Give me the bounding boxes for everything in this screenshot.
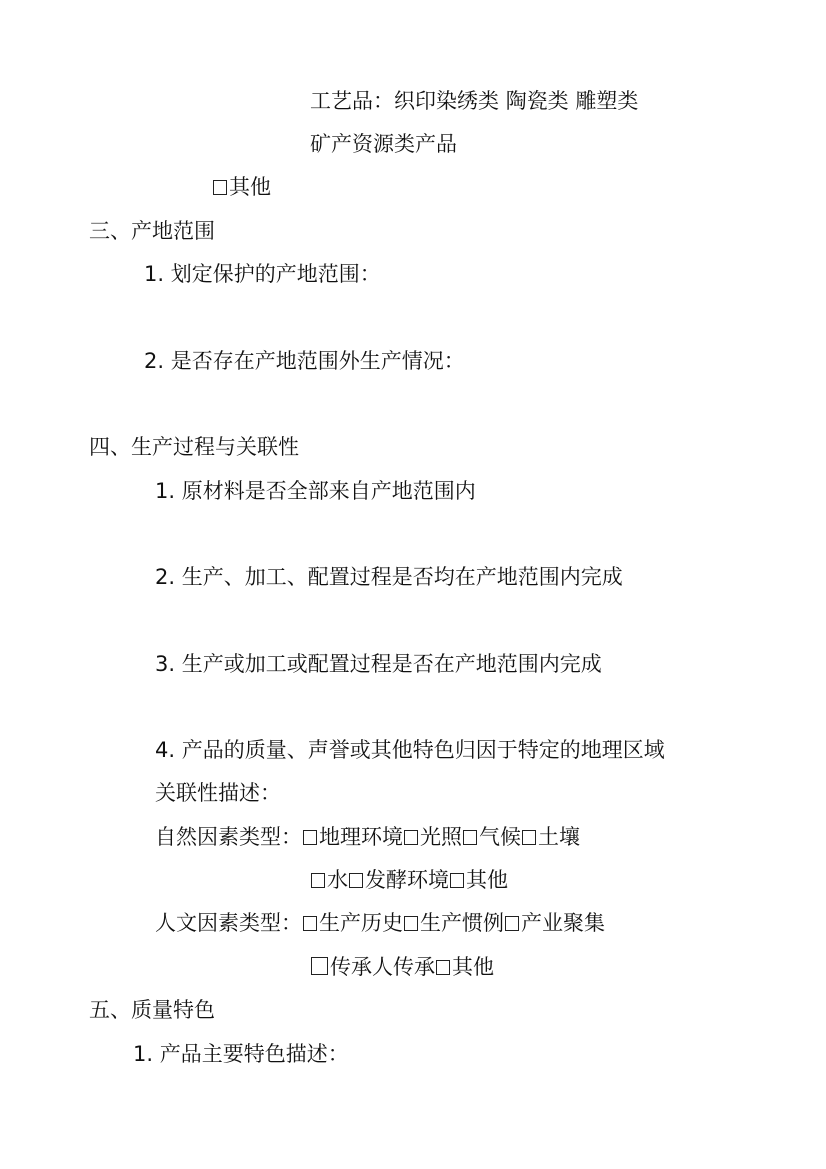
other-category-label: 其他 (229, 175, 271, 199)
option-industry-cluster: 产业聚集 (521, 911, 605, 935)
crafts-line (310, 87, 638, 115)
checkbox-fermentation[interactable] (349, 873, 363, 888)
section3-heading: 三、产地范围 (89, 219, 215, 243)
section3-q1: 1. 划定保护的产地范围： (144, 262, 381, 286)
section4-q3: 3. 生产或加工或配置过程是否在产地范围内完成 (155, 652, 602, 676)
natural-factors-label: 自然因素类型： (155, 825, 302, 849)
natural-factors-row1 (155, 823, 580, 851)
checkbox-production-practice[interactable] (404, 916, 418, 931)
mineral-products-line: 矿产资源类产品 (310, 132, 457, 156)
option-geography: 地理环境 (319, 825, 403, 849)
option-sunlight: 光照 (420, 825, 462, 849)
checkbox-water[interactable] (311, 873, 325, 888)
option-climate: 气候 (479, 825, 521, 849)
option-production-practice: 生产惯例 (420, 911, 504, 935)
section4-heading: 四、生产过程与关联性 (89, 435, 299, 459)
human-factors-label: 人文因素类型： (155, 911, 302, 935)
relevance-label: 关联性描述： (155, 781, 281, 805)
checkbox-inheritor[interactable] (311, 957, 328, 975)
checkbox-climate[interactable] (463, 830, 477, 845)
checkbox-sunlight[interactable] (404, 830, 418, 845)
crafts-item-ceramics: 陶瓷类 (505, 89, 569, 113)
option-water: 水 (327, 868, 348, 892)
human-factors-row1 (155, 909, 605, 937)
section5-q1: 1. 产品主要特色描述： (133, 1042, 349, 1066)
human-factors-row2 (310, 953, 494, 981)
crafts-item-sculpture: 雕塑类 (575, 89, 639, 113)
option-soil: 土壤 (538, 825, 580, 849)
checkbox-industry-cluster[interactable] (505, 916, 519, 931)
section3-q2: 2. 是否存在产地范围外生产情况： (144, 349, 465, 373)
option-production-history: 生产历史 (319, 911, 403, 935)
checkbox-natural-other[interactable] (450, 873, 464, 888)
crafts-label: 工艺品： (310, 89, 394, 113)
option-fermentation: 发酵环境 (365, 868, 449, 892)
option-inheritor: 传承人传承 (330, 955, 435, 979)
checkbox-geography[interactable] (303, 830, 317, 845)
checkbox-other-category[interactable] (213, 180, 227, 195)
section4-q4: 4. 产品的质量、声誉或其他特色归因于特定的地理区域 (155, 738, 665, 762)
crafts-item-textile: 织印染绣类 (394, 89, 499, 113)
section5-heading: 五、质量特色 (89, 998, 215, 1022)
section4-q1: 1. 原材料是否全部来自产地范围内 (155, 479, 476, 503)
option-natural-other: 其他 (466, 868, 508, 892)
section4-q2: 2. 生产、加工、配置过程是否均在产地范围内完成 (155, 565, 623, 589)
option-human-other: 其他 (452, 955, 494, 979)
natural-factors-row2 (310, 866, 508, 894)
other-category-option[interactable] (212, 173, 271, 201)
checkbox-human-other[interactable] (436, 960, 450, 975)
checkbox-production-history[interactable] (303, 916, 317, 931)
checkbox-soil[interactable] (522, 830, 536, 845)
